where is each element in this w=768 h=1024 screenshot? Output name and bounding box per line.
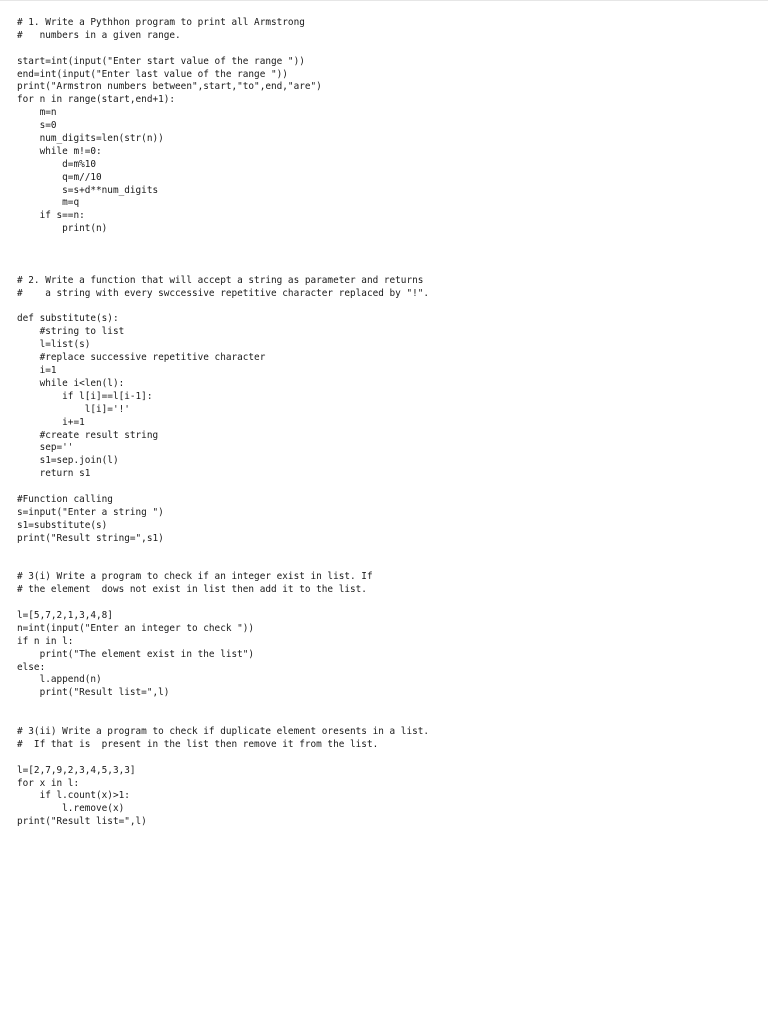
- code-line: num_digits=len(str(n)): [17, 133, 164, 145]
- code-line: if l.count(x)>1:: [17, 790, 130, 802]
- blank-line: [17, 752, 757, 765]
- code-line: l=[5,7,2,1,3,4,8]: [17, 609, 113, 621]
- code-line: l.append(n): [17, 674, 102, 686]
- code-line: for n in range(start,end+1):: [17, 94, 176, 106]
- code-line: d=m%10: [17, 158, 97, 170]
- code-document: [17, 17, 757, 829]
- code-line: # 3(ii) Write a program to check if duplicate element oresents in a list.: [17, 725, 430, 737]
- code-line: print("The element exist in the list"): [17, 648, 255, 660]
- code-line: print("Result list=",l): [17, 816, 147, 828]
- code-line: print("Result list=",l): [17, 687, 170, 699]
- code-line: l.remove(x): [17, 803, 125, 815]
- code-line: n=int(input("Enter an integer to check ")): [17, 622, 255, 634]
- code-line: sep='': [17, 442, 74, 454]
- code-line: start=int(input("Enter start value of the range ")): [17, 55, 305, 67]
- code-line: s=input("Enter a string "): [17, 506, 164, 518]
- code-line: if n in l:: [17, 635, 74, 647]
- code-line: print("Result string=",s1): [17, 532, 164, 544]
- code-line: if s==n:: [17, 210, 85, 222]
- blank-line: [17, 597, 757, 610]
- code-line: end=int(input("Enter last value of the range ")): [17, 68, 288, 80]
- code-line: while i<len(l):: [17, 377, 125, 389]
- blank-line: [17, 700, 757, 713]
- code-line: i=1: [17, 365, 57, 377]
- code-line: while m!=0:: [17, 145, 102, 157]
- blank-line: [17, 713, 757, 726]
- code-line: # numbers in a given range.: [17, 29, 181, 41]
- blank-line: [17, 558, 757, 571]
- code-line: return s1: [17, 468, 91, 480]
- code-line: l=list(s): [17, 339, 91, 351]
- code-line: # a string with every swccessive repetitive character replaced by "!".: [17, 287, 430, 299]
- code-line: # 2. Write a function that will accept a string as parameter and returns: [17, 274, 424, 286]
- code-line: #replace successive repetitive character: [17, 352, 266, 364]
- code-line: # 1. Write a Pythhon program to print all Armstrong: [17, 17, 305, 28]
- code-line: l[i]='!': [17, 403, 130, 415]
- code-line: #create result string: [17, 429, 159, 441]
- blank-line: [17, 262, 757, 275]
- code-line: l=[2,7,9,2,3,4,5,3,3]: [17, 764, 136, 776]
- blank-line: [17, 546, 757, 559]
- code-line: s1=substitute(s): [17, 519, 108, 531]
- blank-line: [17, 249, 757, 262]
- code-line: #string to list: [17, 326, 125, 338]
- code-line: # If that is present in the list then remove it from the list.: [17, 738, 379, 750]
- code-line: s=0: [17, 120, 57, 132]
- code-line: m=n: [17, 107, 57, 119]
- code-line: m=q: [17, 197, 80, 209]
- top-divider: [0, 0, 768, 1]
- code-line: print(n): [17, 223, 108, 235]
- blank-line: [17, 301, 757, 314]
- code-line: print("Armstron numbers between",start,"to",end,"are"): [17, 81, 322, 93]
- code-line: # 3(i) Write a program to check if an integer exist in list. If: [17, 571, 373, 583]
- blank-line: [17, 43, 757, 56]
- code-line: else:: [17, 661, 46, 673]
- code-line: q=m//10: [17, 171, 102, 183]
- code-line: s=s+d**num_digits: [17, 184, 159, 196]
- code-line: s1=sep.join(l): [17, 455, 119, 467]
- code-line: i+=1: [17, 416, 85, 428]
- code-line: # the element dows not exist in list then add it to the list.: [17, 584, 367, 596]
- code-line: if l[i]==l[i-1]:: [17, 390, 153, 402]
- code-line: #Function calling: [17, 493, 113, 505]
- code-line: for x in l:: [17, 777, 80, 789]
- code-line: def substitute(s):: [17, 313, 119, 325]
- blank-line: [17, 236, 757, 249]
- blank-line: [17, 481, 757, 494]
